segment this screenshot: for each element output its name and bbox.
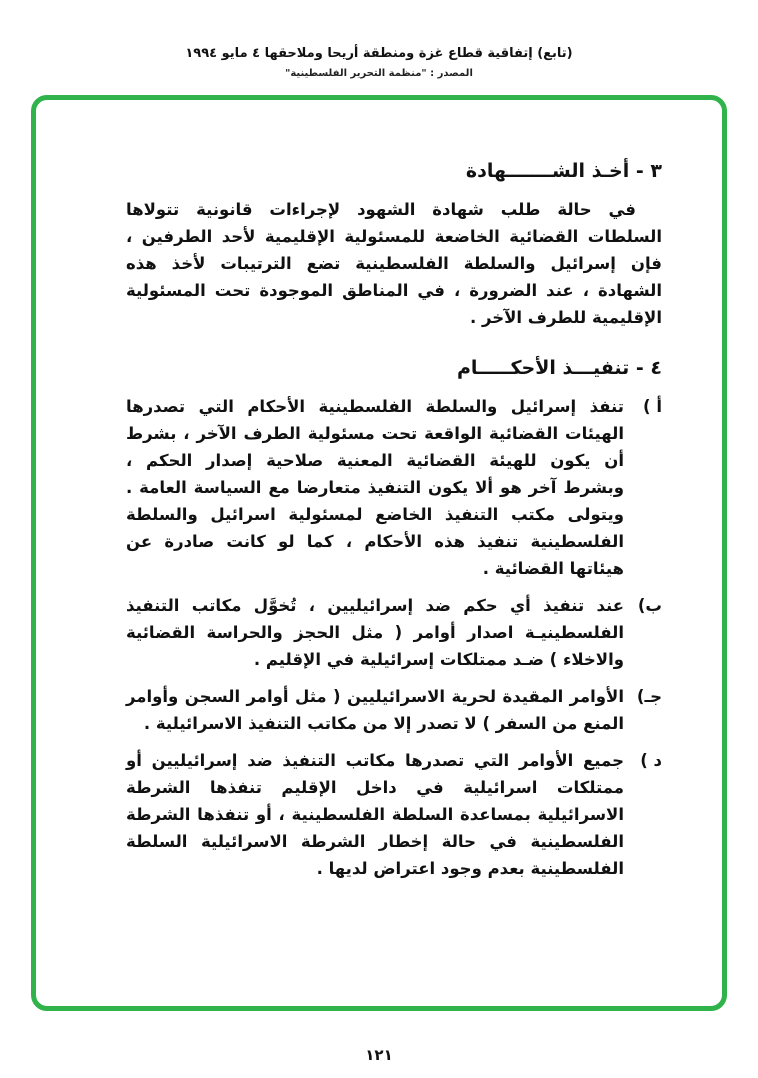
- page-number: ١٢١: [365, 1046, 393, 1064]
- item-dal-text: جميع الأوامر التي تصدرها مكاتب التنفيذ ضد إسرائيليين أو ممتلكات اسرائيلية في داخل الإقليم تنفذها الشرطة الاسرائيلية بمساعدة السلطة الفلسطينية ، أو تنفذها الشرطة الفلسطينية في حالة إخطار الشرطة الاسرائيلية السلطة الفلسطينية بعدم وجود اعتراض لديها .: [126, 751, 624, 878]
- item-jeem-text: الأوامر المقيدة لحرية الاسرائيليين ( مثل أوامر السجن وأوامر المنع من السفر ) لا تصدر إلا من مكاتب التنفيذ الاسرائيلية .: [126, 687, 624, 733]
- item-a-label: أ ): [643, 397, 662, 416]
- item-a-text: تنفذ إسرائيل والسلطة الفلسطينية الأحكام التي تصدرها الهيئات القضائية الواقعة تحت مسئولية الطرف الآخر ، بشرط أن يكون للهيئة القضائية المعنية صلاحية إصدار الحكم ، وبشرط آخر هو ألا يكون التنفيذ متعارضا مع السياسة العامة . ويتولى مكتب التنفيذ الخاضع لمسئولية اسرائيل والسلطة الفلسطينية تنفيذ هذه الأحكام ، كما لو كانت صادرة عن هيئاتها القضائية .: [126, 397, 624, 578]
- section-4-heading: ٤ - تنفيـــذ الأحكـــــام: [456, 357, 662, 379]
- document-source: المصدر : "منظمة التحرير الفلسطينية": [285, 68, 473, 79]
- document-header: [0, 0, 758, 79]
- list-item-a: [126, 393, 662, 582]
- list-item-b: [126, 592, 662, 673]
- list-item-jeem: [126, 683, 662, 737]
- item-dal-label: د ): [640, 751, 662, 770]
- list-item-dal: [126, 747, 662, 882]
- section-4-list: [126, 393, 662, 882]
- section-3-paragraph: في حالة طلب شهادة الشهود لإجراءات قانونية تتولاها السلطات القضائية الخاضعة للمسئولية الإقليمية لأحد الطرفين ، فإن إسرائيل والسلطة الفلسطينية تضع الترتيبات لأخذ هذه الشهادة ، عند الضرورة ، في المناطق الموجودة تحت المسئولية الإقليمية للطرف الآخر .: [126, 200, 662, 327]
- item-b-text: عند تنفيذ أي حكم ضد إسرائيليين ، تُخوَّل مكاتب التنفيذ الفلسطينيـة اصدار أوامر ( مثل الحجز والحراسة القضائية والاخلاء ) ضـد ممتلكات إسرائيلية في الإقليم .: [126, 596, 624, 669]
- page-content: [36, 100, 722, 882]
- item-b-label: ب): [637, 596, 662, 615]
- item-jeem-label: جـ): [636, 687, 662, 706]
- section-3-heading: ٣ - أخـذ الشـــــــهادة: [465, 160, 662, 182]
- document-title: (تابع) إتفاقية قطاع غزة ومنطقة أريحا وملاحقها ٤ مايو ١٩٩٤: [185, 46, 573, 61]
- page-border-box: [31, 95, 727, 1011]
